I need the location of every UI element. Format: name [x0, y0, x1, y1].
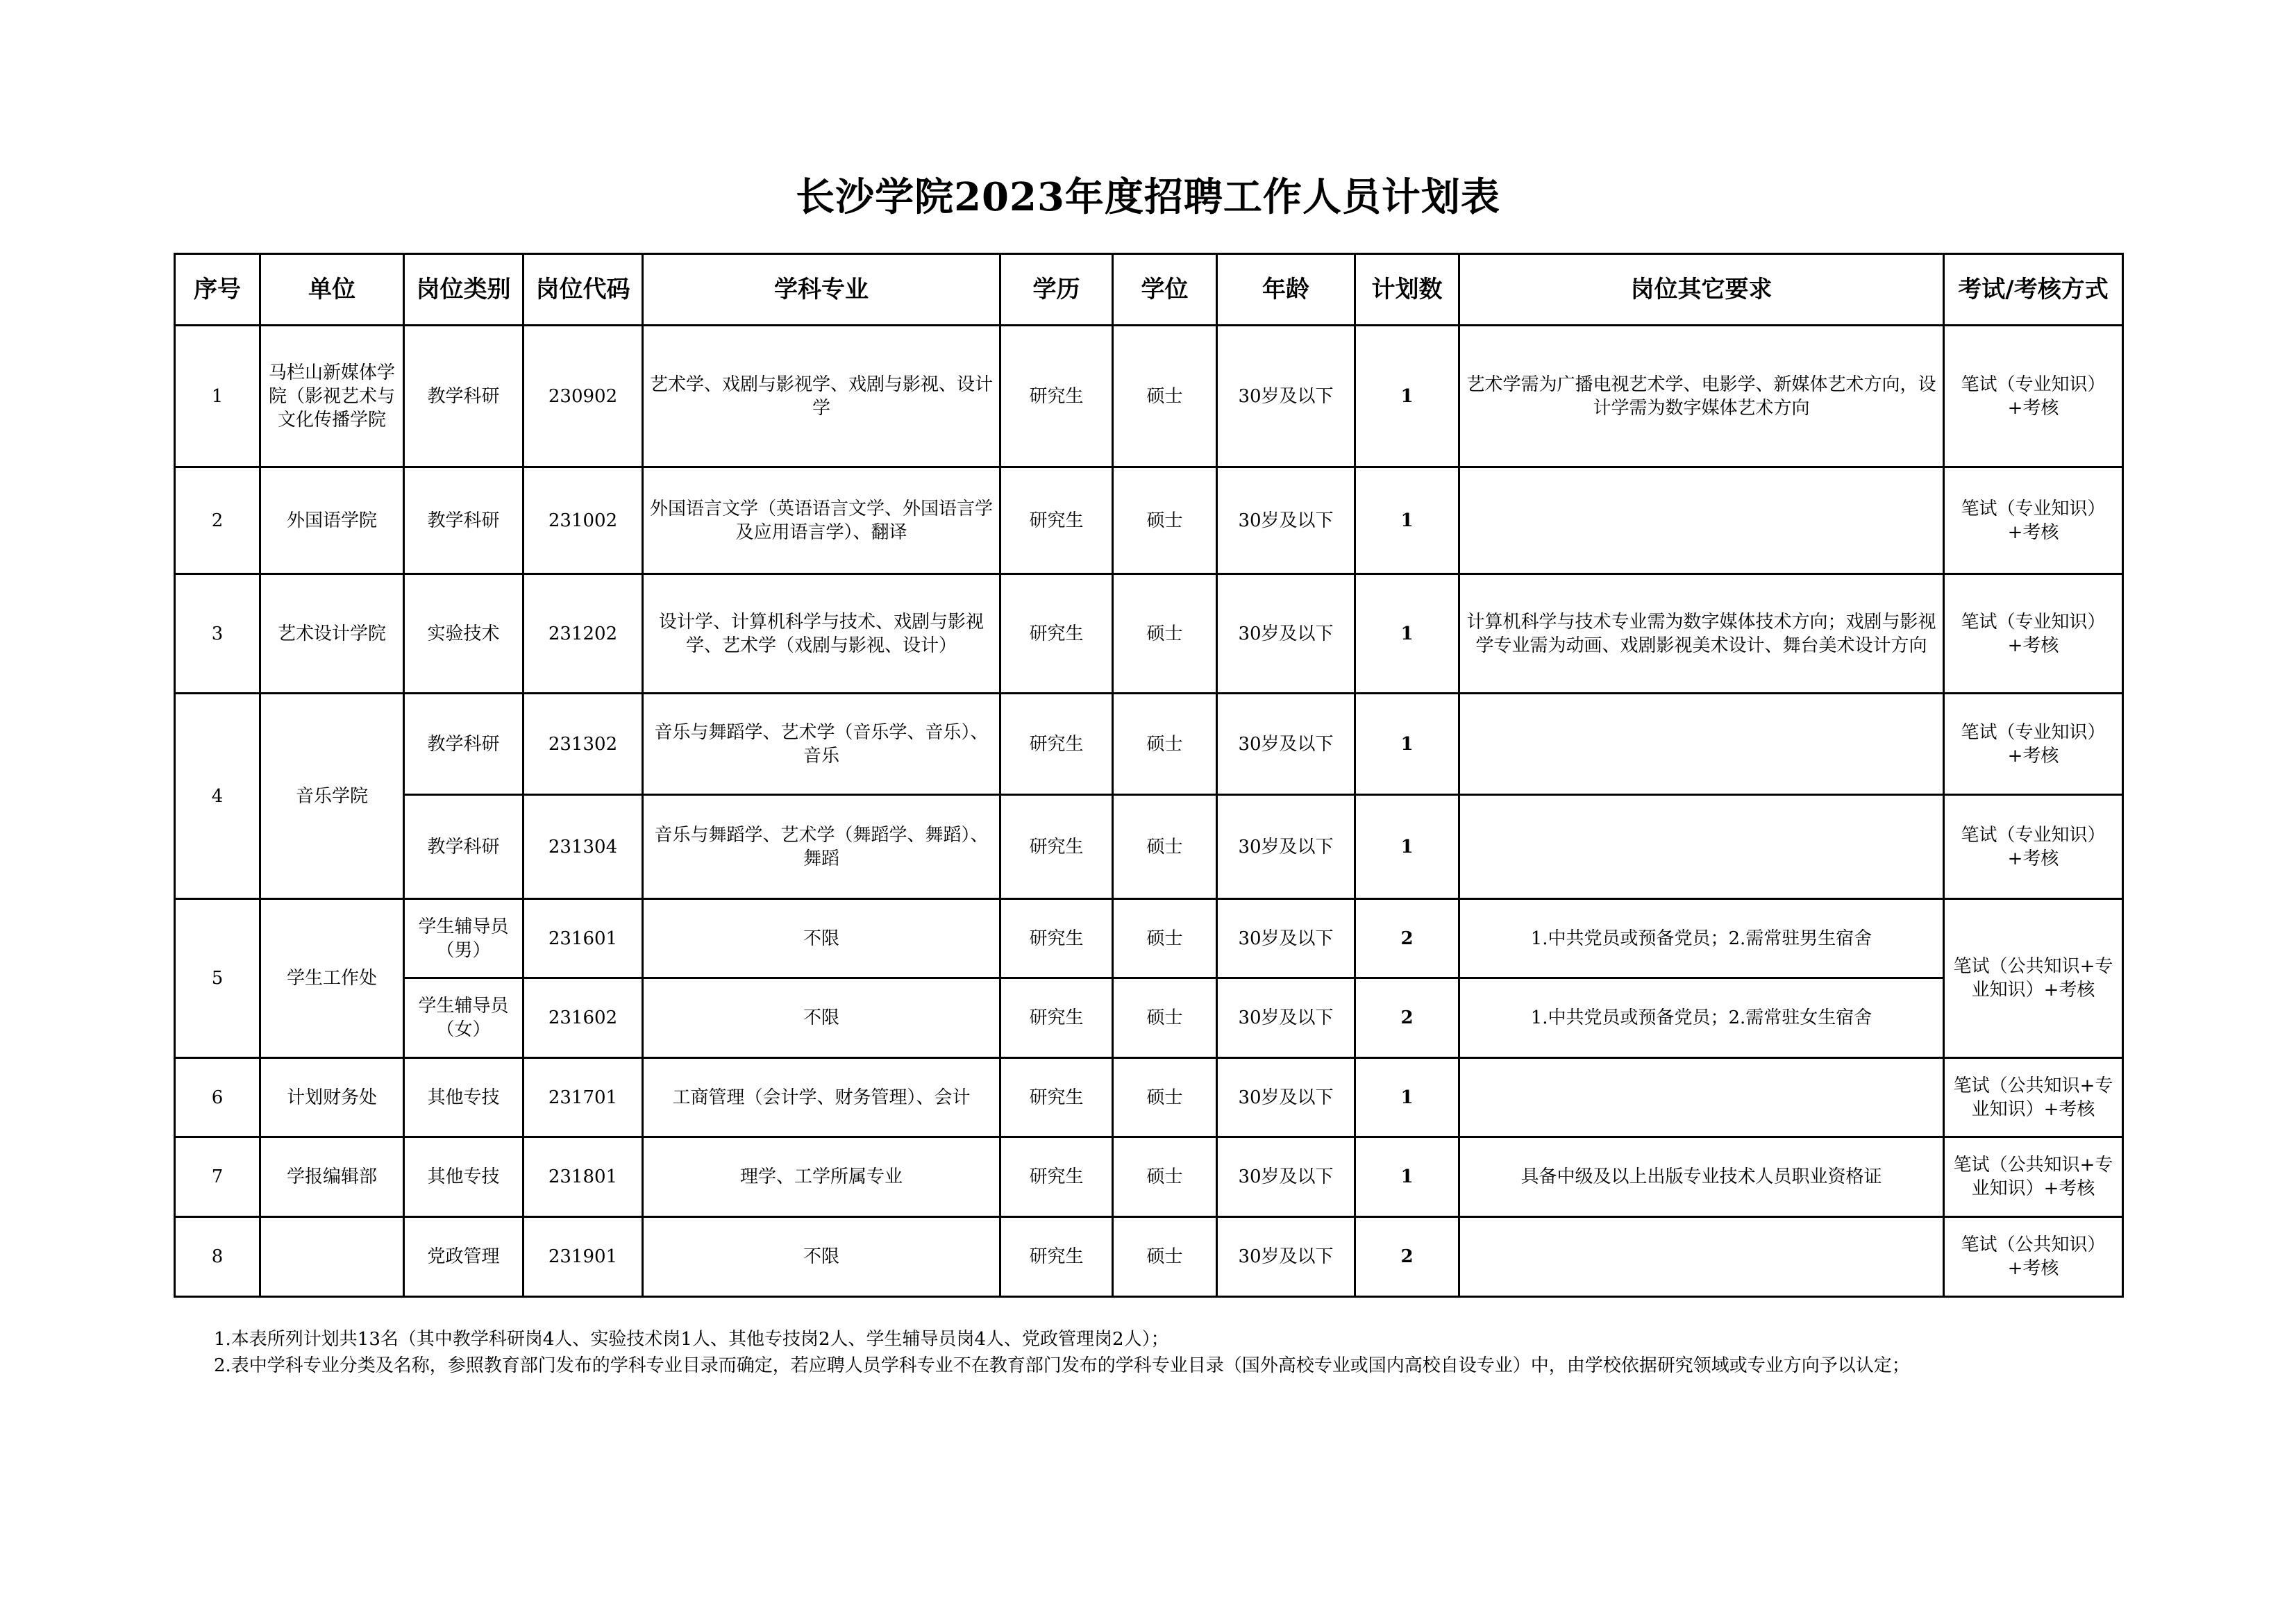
cell-count: 2 [1355, 1217, 1459, 1297]
cell-requirements: 计算机科学与技术专业需为数字媒体技术方向；戏剧与影视学专业需为动画、戏剧影视美术设计、舞台美术设计方向 [1459, 574, 1944, 694]
cell-degree: 硕士 [1113, 694, 1217, 795]
cell-category: 实验技术 [404, 574, 523, 694]
table-row [175, 795, 2123, 899]
cell-education: 研究生 [1000, 467, 1113, 574]
cell-count: 1 [1355, 1137, 1459, 1217]
cell-code: 231002 [523, 467, 643, 574]
cell-requirements [1459, 467, 1944, 574]
cell-category: 学生辅导员（男） [404, 899, 523, 978]
cell-category: 教学科研 [404, 467, 523, 574]
cell-education: 研究生 [1000, 899, 1113, 978]
cell-age: 30岁及以下 [1217, 694, 1355, 795]
cell-age: 30岁及以下 [1217, 1137, 1355, 1217]
cell-degree: 硕士 [1113, 467, 1217, 574]
cell-age: 30岁及以下 [1217, 326, 1355, 467]
cell-requirements [1459, 694, 1944, 795]
cell-exam: 笔试（公共知识）+考核 [1944, 1217, 2123, 1297]
header-major: 学科专业 [643, 254, 1000, 326]
cell-seq: 4 [175, 694, 260, 899]
cell-major: 艺术学、戏剧与影视学、戏剧与影视、设计学 [643, 326, 1000, 467]
cell-age: 30岁及以下 [1217, 899, 1355, 978]
header-code: 岗位代码 [523, 254, 643, 326]
cell-category: 党政管理 [404, 1217, 523, 1297]
cell-requirements [1459, 1217, 1944, 1297]
cell-count: 1 [1355, 694, 1459, 795]
cell-code: 230902 [523, 326, 643, 467]
cell-code: 231901 [523, 1217, 643, 1297]
cell-unit: 音乐学院 [260, 694, 404, 899]
cell-count: 1 [1355, 1058, 1459, 1137]
cell-degree: 硕士 [1113, 1058, 1217, 1137]
table-header-row [175, 254, 2123, 326]
cell-major: 音乐与舞蹈学、艺术学（舞蹈学、舞蹈）、舞蹈 [643, 795, 1000, 899]
footnote-2: 2.表中学科专业分类及名称，参照教育部门发布的学科专业目录而确定，若应聘人员学科专业不在教育部门发布的学科专业目录（国外高校专业或国内高校自设专业）中，由学校依据研究领域或专业方向予以认定； [214, 1355, 1910, 1376]
table-row [175, 1217, 2123, 1297]
cell-age: 30岁及以下 [1217, 795, 1355, 899]
cell-category: 教学科研 [404, 326, 523, 467]
cell-education: 研究生 [1000, 795, 1113, 899]
cell-major: 设计学、计算机科学与技术、戏剧与影视学、艺术学（戏剧与影视、设计） [643, 574, 1000, 694]
cell-unit: 马栏山新媒体学院（影视艺术与文化传播学院 [260, 326, 404, 467]
cell-education: 研究生 [1000, 1058, 1113, 1137]
header-degree: 学位 [1113, 254, 1217, 326]
table-row [175, 574, 2123, 694]
cell-category: 其他专技 [404, 1137, 523, 1217]
cell-category: 教学科研 [404, 694, 523, 795]
header-education: 学历 [1000, 254, 1113, 326]
table-row [175, 899, 2123, 978]
cell-degree: 硕士 [1113, 574, 1217, 694]
cell-major: 工商管理（会计学、财务管理）、会计 [643, 1058, 1000, 1137]
table-row [175, 326, 2123, 467]
cell-unit: 计划财务处 [260, 1058, 404, 1137]
header-exam: 考试/考核方式 [1944, 254, 2123, 326]
cell-degree: 硕士 [1113, 1137, 1217, 1217]
header-category: 岗位类别 [404, 254, 523, 326]
cell-education: 研究生 [1000, 326, 1113, 467]
table-row [175, 978, 2123, 1058]
cell-code: 231701 [523, 1058, 643, 1137]
cell-degree: 硕士 [1113, 978, 1217, 1058]
cell-seq: 1 [175, 326, 260, 467]
cell-seq: 5 [175, 899, 260, 1058]
cell-exam: 笔试（专业知识）+考核 [1944, 574, 2123, 694]
cell-exam: 笔试（专业知识）+考核 [1944, 326, 2123, 467]
cell-requirements: 艺术学需为广播电视艺术学、电影学、新媒体艺术方向，设计学需为数字媒体艺术方向 [1459, 326, 1944, 467]
cell-degree: 硕士 [1113, 899, 1217, 978]
cell-count: 1 [1355, 795, 1459, 899]
cell-count: 1 [1355, 326, 1459, 467]
cell-requirements: 1.中共党员或预备党员；2.需常驻男生宿舍 [1459, 899, 1944, 978]
cell-exam: 笔试（专业知识）+考核 [1944, 467, 2123, 574]
cell-code: 231202 [523, 574, 643, 694]
table-row [175, 1137, 2123, 1217]
cell-age: 30岁及以下 [1217, 978, 1355, 1058]
cell-major: 音乐与舞蹈学、艺术学（音乐学、音乐）、音乐 [643, 694, 1000, 795]
header-count: 计划数 [1355, 254, 1459, 326]
cell-category: 学生辅导员（女） [404, 978, 523, 1058]
cell-age: 30岁及以下 [1217, 467, 1355, 574]
cell-seq: 3 [175, 574, 260, 694]
cell-major: 外国语言文学（英语语言文学、外国语言学及应用语言学）、翻译 [643, 467, 1000, 574]
cell-exam: 笔试（公共知识+专业知识）+考核 [1944, 1137, 2123, 1217]
cell-major: 不限 [643, 978, 1000, 1058]
cell-unit [260, 1217, 404, 1297]
cell-education: 研究生 [1000, 1217, 1113, 1297]
table-row [175, 467, 2123, 574]
recruitment-plan-table [174, 253, 2124, 1298]
page-title: 长沙学院2023年度招聘工作人员计划表 [796, 174, 1500, 220]
cell-age: 30岁及以下 [1217, 1058, 1355, 1137]
table-row [175, 694, 2123, 795]
cell-code: 231601 [523, 899, 643, 978]
cell-education: 研究生 [1000, 574, 1113, 694]
cell-seq: 2 [175, 467, 260, 574]
cell-unit: 学报编辑部 [260, 1137, 404, 1217]
cell-count: 1 [1355, 467, 1459, 574]
footnote-1: 1.本表所列计划共13名（其中教学科研岗4人、实验技术岗1人、其他专技岗2人、学生辅导员岗4人、党政管理岗2人）； [214, 1329, 1169, 1350]
cell-requirements: 1.中共党员或预备党员；2.需常驻女生宿舍 [1459, 978, 1944, 1058]
cell-degree: 硕士 [1113, 1217, 1217, 1297]
header-requirements: 岗位其它要求 [1459, 254, 1944, 326]
cell-age: 30岁及以下 [1217, 574, 1355, 694]
cell-code: 231602 [523, 978, 643, 1058]
cell-code: 231801 [523, 1137, 643, 1217]
footnotes [214, 1326, 1910, 1379]
cell-seq: 7 [175, 1137, 260, 1217]
cell-degree: 硕士 [1113, 326, 1217, 467]
cell-education: 研究生 [1000, 694, 1113, 795]
table-row [175, 1058, 2123, 1137]
cell-major: 不限 [643, 1217, 1000, 1297]
cell-requirements [1459, 795, 1944, 899]
cell-exam: 笔试（专业知识）+考核 [1944, 694, 2123, 795]
cell-count: 2 [1355, 978, 1459, 1058]
cell-category: 教学科研 [404, 795, 523, 899]
cell-education: 研究生 [1000, 1137, 1113, 1217]
cell-exam: 笔试（公共知识+专业知识）+考核 [1944, 899, 2123, 1058]
cell-degree: 硕士 [1113, 795, 1217, 899]
cell-seq: 6 [175, 1058, 260, 1137]
cell-requirements [1459, 1058, 1944, 1137]
cell-unit: 艺术设计学院 [260, 574, 404, 694]
cell-exam: 笔试（公共知识+专业知识）+考核 [1944, 1058, 2123, 1137]
header-seq: 序号 [175, 254, 260, 326]
cell-count: 2 [1355, 899, 1459, 978]
cell-requirements: 具备中级及以上出版专业技术人员职业资格证 [1459, 1137, 1944, 1217]
cell-education: 研究生 [1000, 978, 1113, 1058]
cell-unit: 外国语学院 [260, 467, 404, 574]
cell-category: 其他专技 [404, 1058, 523, 1137]
cell-code: 231304 [523, 795, 643, 899]
cell-unit: 学生工作处 [260, 899, 404, 1058]
header-unit: 单位 [260, 254, 404, 326]
cell-major: 理学、工学所属专业 [643, 1137, 1000, 1217]
cell-count: 1 [1355, 574, 1459, 694]
cell-major: 不限 [643, 899, 1000, 978]
cell-code: 231302 [523, 694, 643, 795]
header-age: 年龄 [1217, 254, 1355, 326]
cell-seq: 8 [175, 1217, 260, 1297]
cell-exam: 笔试（专业知识）+考核 [1944, 795, 2123, 899]
cell-age: 30岁及以下 [1217, 1217, 1355, 1297]
